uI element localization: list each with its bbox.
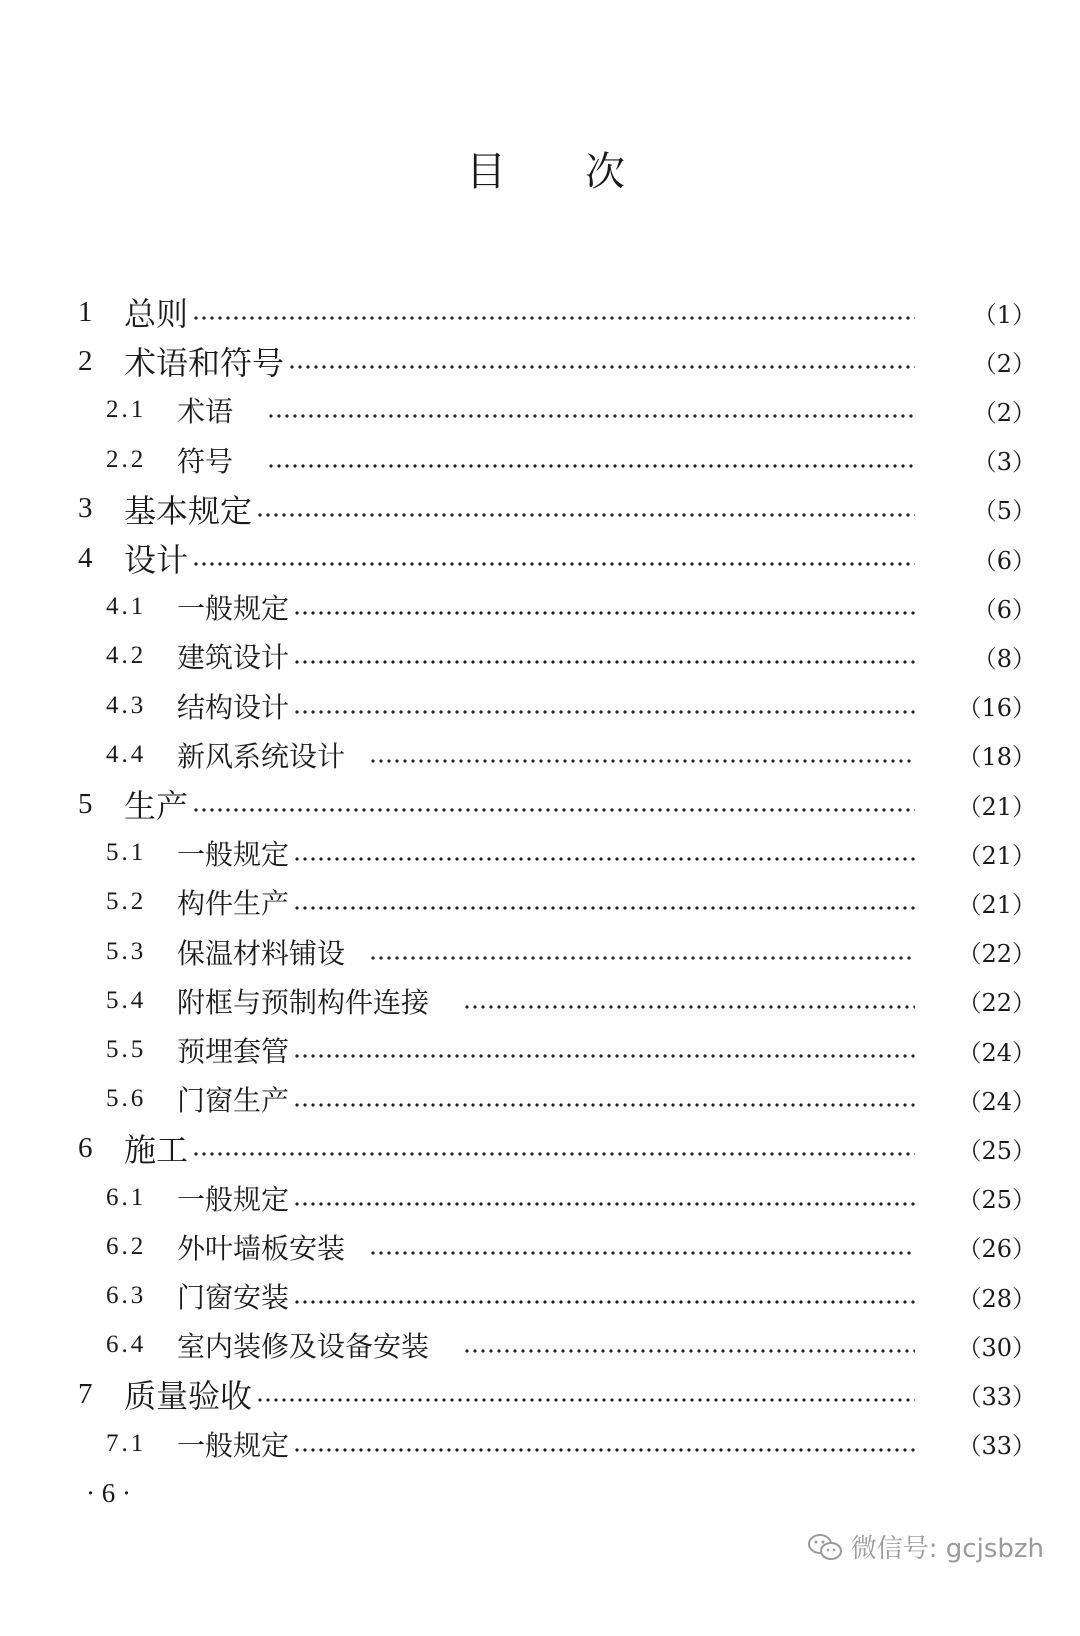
toc-entry-label: 一般规定 [177,592,290,626]
toc-entry-label: 保温材料铺设 [177,936,346,970]
title-char-1: 目 [466,149,506,195]
toc-entry[interactable] [0,1372,1080,1416]
toc-entry-number: 6.4 [106,1331,147,1359]
toc-entry-number: 4 [78,541,93,574]
toc-entry-number: 5.5 [106,1036,147,1063]
toc-entry-label: 建筑设计 [177,641,290,675]
toc-entry-number: 1 [78,295,93,328]
toc-leader-dots [192,807,915,813]
toc-entry-page: （24） [957,1038,1036,1067]
toc-entry-number: 5 [78,787,93,820]
toc-entry-page: （28） [957,1284,1036,1313]
toc-entry[interactable] [0,438,1080,482]
toc-leader-dots [192,1151,915,1157]
toc-leader-dots [293,856,915,862]
toc-entry-label: 生产 [124,787,189,825]
toc-entry-number: 3 [78,492,93,525]
toc-entry-number: 7.1 [106,1429,147,1457]
toc-entry-label: 基本规定 [124,491,253,530]
toc-leader-dots [463,1348,915,1354]
toc-entry[interactable] [0,634,1080,678]
toc-entry-number: 4.3 [106,691,147,719]
page-number: · 6 · [86,1478,131,1508]
toc-entry-page: （8） [972,644,1036,673]
toc-entry-label: 一般规定 [177,1428,290,1462]
toc-entry-number: 4.4 [106,740,147,768]
toc-entry-page: （21） [957,890,1036,919]
toc-entry[interactable] [0,684,1080,728]
toc-entry-page: （2） [972,349,1036,378]
toc-entry-label: 一般规定 [177,1182,290,1216]
toc-leader-dots [293,1102,915,1108]
watermark [807,1528,1044,1565]
toc-entry[interactable] [0,782,1080,826]
toc-entry-page: （25） [957,1186,1036,1215]
toc-entry-page: （33） [957,1382,1036,1411]
watermark-text: 微信号: gcjsbzh [850,1534,1044,1564]
toc-leader-dots [267,413,915,419]
toc-entry[interactable] [0,880,1080,924]
toc-entry-page: （6） [972,546,1036,575]
toc-leader-dots [256,1397,915,1403]
toc-entry-label: 附框与预制构件连接 [177,985,430,1019]
toc-entry-page: （21） [957,841,1036,870]
toc-entry[interactable] [0,487,1080,531]
toc-leader-dots [369,955,915,961]
toc-leader-dots [293,1447,915,1453]
toc-leader-dots [293,709,915,715]
toc-entry-page: （21） [957,792,1036,821]
toc-leader-dots [293,905,915,911]
toc-entry[interactable] [0,388,1080,432]
toc-leader-dots [288,364,915,370]
toc-entry[interactable] [0,339,1080,383]
toc-leader-dots [293,1299,915,1305]
toc-entry[interactable] [0,979,1080,1023]
toc-entry-label: 术语和符号 [124,344,285,383]
toc-entry-label: 新风系统设计 [177,739,346,773]
toc-leader-dots [293,659,915,665]
toc-leader-dots [267,463,915,469]
toc-leader-dots [192,315,915,321]
toc-entry-label: 预埋套管 [177,1035,290,1068]
title-char-2: 次 [585,149,625,195]
toc-entry[interactable] [0,1274,1080,1318]
toc-leader-dots [293,1053,915,1059]
toc-entry-number: 4.2 [106,642,147,670]
toc-entry-label: 术语 [177,395,234,429]
toc-entry-number: 4.1 [106,593,147,621]
toc-entry-label: 外叶墙板安装 [177,1231,346,1265]
toc-entry-label: 结构设计 [177,690,290,724]
toc-entry-label: 构件生产 [177,887,290,921]
toc-entry[interactable] [0,930,1080,974]
toc-entry-label: 门窗安装 [177,1281,290,1314]
toc-entry-number: 5.2 [106,888,147,916]
toc-entry-number: 6 [78,1131,93,1164]
toc-entry-page: （22） [957,989,1036,1018]
toc-leader-dots [192,561,915,567]
toc-entry-page: （25） [957,1136,1036,1165]
toc-entry-label: 总则 [124,295,189,333]
toc-entry-page: （18） [957,743,1036,772]
toc-entry-label: 设计 [124,541,189,579]
toc-entry[interactable] [0,1028,1080,1072]
toc-entry-number: 7 [78,1377,93,1410]
toc-entry[interactable] [0,733,1080,777]
toc-leader-dots [369,758,915,764]
toc-entry-number: 5.3 [106,937,147,965]
toc-entry-page: （33） [957,1432,1036,1461]
toc-entry-label: 质量验收 [124,1377,253,1416]
toc-entry-page: （1） [972,300,1036,329]
toc-entry-page: （24） [957,1087,1036,1116]
toc-entry-number: 2.2 [106,445,147,473]
toc-entry-page: （16） [957,694,1036,723]
toc-entry-page: （2） [972,398,1036,427]
toc-leader-dots [256,512,915,518]
toc-entry[interactable] [0,1077,1080,1121]
toc-entry[interactable] [0,1225,1080,1269]
toc-entry[interactable] [0,536,1080,580]
toc-entry-number: 5.4 [106,986,147,1014]
toc-entry-page: （22） [957,940,1036,969]
toc-leader-dots [463,1004,915,1010]
toc-entry-number: 6.2 [106,1232,147,1260]
toc-entry-label: 施工 [124,1131,189,1170]
toc-entry-number: 6.1 [106,1183,147,1211]
toc-entry-number: 2 [78,344,93,377]
toc-leader-dots [293,610,915,616]
toc-entry-page: （30） [957,1333,1036,1362]
toc-entry-number: 6.3 [106,1282,147,1309]
toc-entry-label: 符号 [177,444,234,478]
wechat-icon [807,1532,843,1562]
toc-entry-page: （6） [972,595,1036,624]
toc-entry-label: 一般规定 [177,838,290,872]
toc-entry[interactable] [0,1422,1080,1466]
toc-entry-page: （5） [972,497,1036,526]
toc-leader-dots [293,1201,915,1207]
toc-entry-number: 2.1 [106,396,147,424]
toc-entry-number: 5.1 [106,839,147,867]
toc-leader-dots [369,1250,915,1256]
toc-entry[interactable] [0,1126,1080,1170]
toc-entry[interactable] [0,1176,1080,1220]
toc-entry-label: 门窗生产 [177,1084,290,1118]
toc-entry[interactable] [0,831,1080,875]
toc-entry-page: （26） [957,1235,1036,1264]
toc-entry-page: （3） [972,448,1036,477]
toc-entry[interactable] [0,1323,1080,1367]
toc-entry-label: 室内装修及设备安装 [177,1330,430,1364]
toc-entry-number: 5.6 [106,1085,147,1113]
toc-entry[interactable] [0,585,1080,629]
toc-entry[interactable] [0,290,1080,334]
